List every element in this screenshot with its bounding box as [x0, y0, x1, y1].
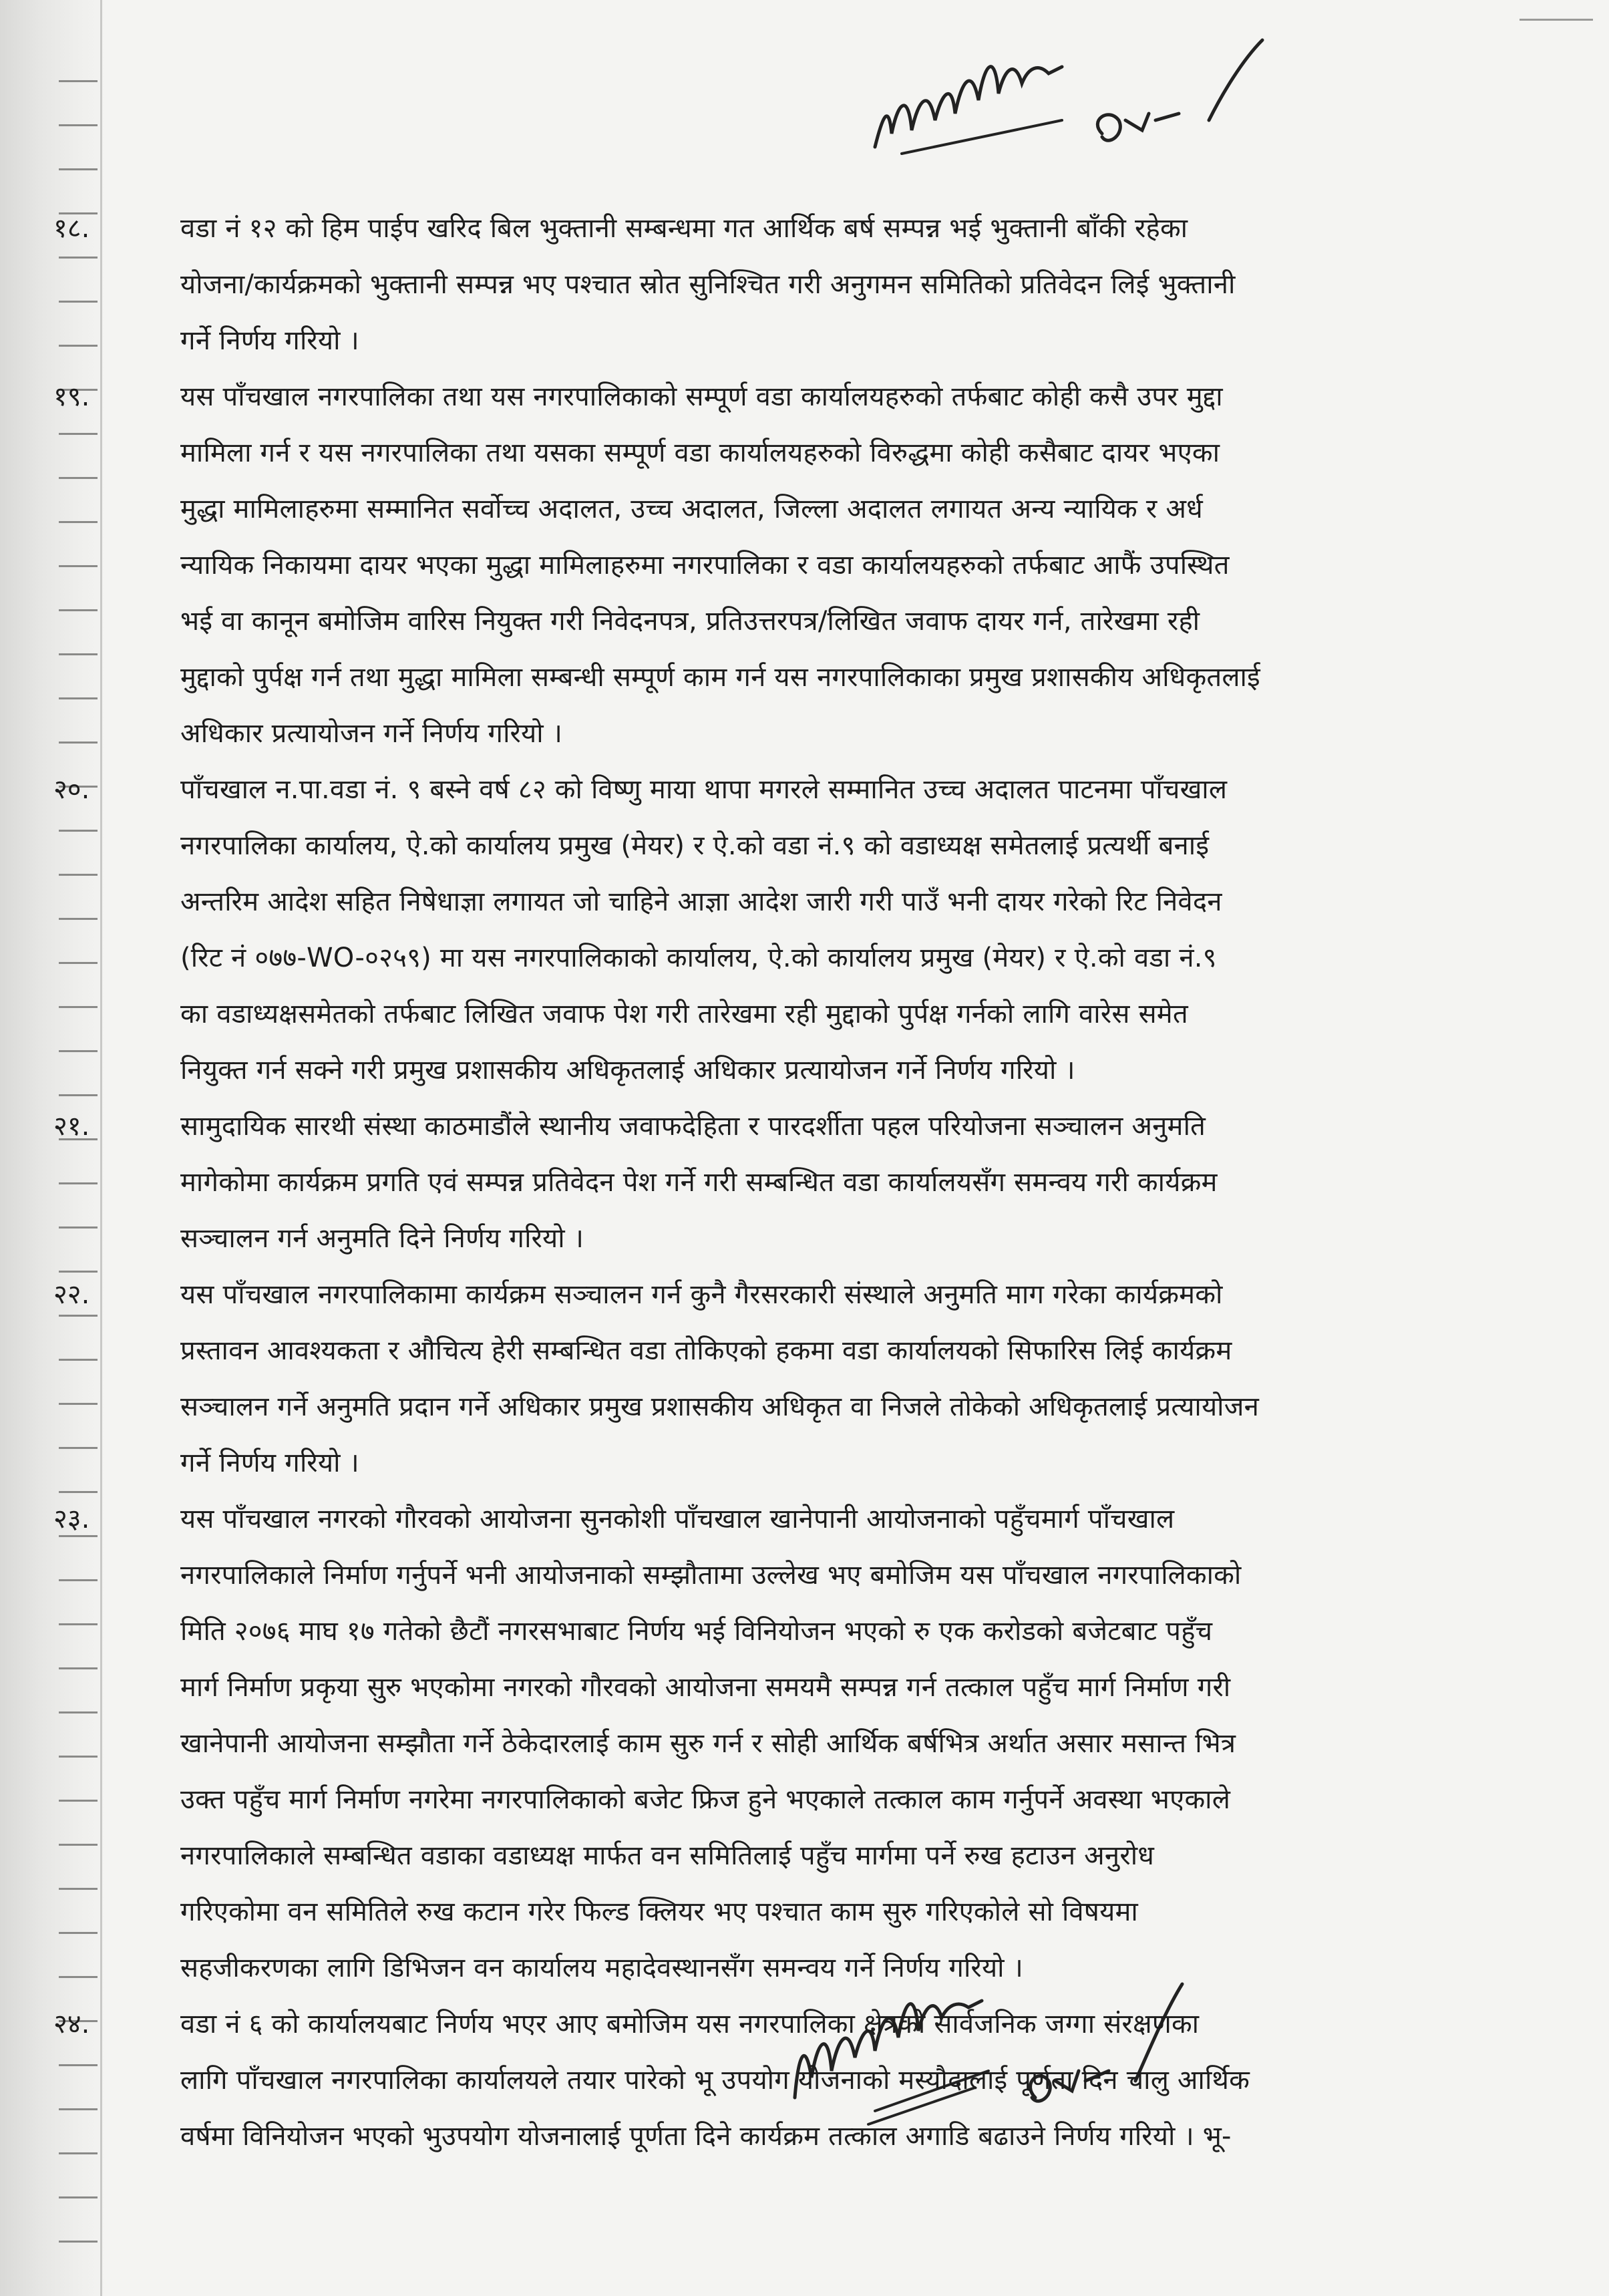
margin-tick — [59, 2196, 98, 2198]
decision-number: २०. — [53, 774, 90, 805]
decision-text-line: अधिकार प्रत्यायोजन गर्ने निर्णय गरियो । — [180, 718, 563, 749]
decision-text-line: गर्ने निर्णय गरियो । — [180, 1448, 359, 1478]
decision-text-line: का वडाध्यक्षसमेतको तर्फबाट लिखित जवाफ पेश गरी तारेखमा रही मुद्दाको पुर्पक्ष गर्नको लागि वारेस समेत — [180, 999, 1188, 1029]
decision-text-line: यस पाँचखाल नगरपालिका तथा यस नगरपालिकाको सम्पूर्ण वडा कार्यालयहरुको तर्फबाट कोही कसै उपर मुद्दा — [180, 381, 1223, 412]
decision-item — [53, 369, 1516, 762]
decision-text-line: योजना/कार्यक्रमको भुक्तानी सम्पन्न भए पश्चात स्रोत सुनिश्चित गरी अनुगमन समितिको प्रतिवेदन लिई भुक्तानी — [180, 269, 1236, 300]
decision-text-line: प्रस्तावन आवश्यकता र औचित्य हेरी सम्बन्धित वडा तोकिएको हकमा वडा कार्यालयको सिफारिस लिई कार्यक्रम — [180, 1335, 1232, 1366]
decision-text-line: मागेकोमा कार्यक्रम प्रगति एवं सम्पन्न प्रतिवेदन पेश गर्ने गरी सम्बन्धित वडा कार्यालयसँग समन्वय गरी कार्यक्रम — [180, 1167, 1218, 1198]
decision-text-line: उक्त पहुँच मार्ग निर्माण नगरेमा नगरपालिकाको बजेट फ्रिज हुने भएकाले तत्काल काम गर्नुपर्ने अवस्था भएकाले — [180, 1784, 1231, 1815]
decision-text-line: वडा नं १२ को हिम पाईप खरिद बिल भुक्तानी सम्बन्धमा गत आर्थिक बर्ष सम्पन्न भई भुक्तानी बाँकी रहेका — [180, 213, 1188, 244]
decision-text-line: वर्षमा विनियोजन भएको भुउपयोग योजनालाई पूर्णता दिने कार्यक्रम तत्काल अगाडि बढाउने निर्णय गरियो । भू- — [180, 2121, 1232, 2152]
decision-item — [53, 1098, 1516, 1267]
decision-number: २४. — [53, 2009, 90, 2039]
decision-text-line: सहजीकरणका लागि डिभिजन वन कार्यालय महादेवस्थानसँग समन्वय गर्ने निर्णय गरियो । — [180, 1953, 1023, 1983]
decision-item — [53, 1996, 1516, 2164]
signature-top — [862, 20, 1276, 180]
decision-text-line: भई वा कानून बमोजिम वारिस नियुक्त गरी निवेदनपत्र, प्रतिउत्तरपत्र/लिखित जवाफ दायर गर्न, तारेखमा रही — [180, 606, 1200, 637]
margin-tick — [59, 80, 98, 82]
decision-text-line: यस पाँचखाल नगरको गौरवको आयोजना सुनकोशी पाँचखाल खानेपानी आयोजनाको पहुँचमार्ग पाँचखाल — [180, 1504, 1175, 1534]
decision-text-line: यस पाँचखाल नगरपालिकामा कार्यक्रम सञ्चालन गर्न कुनै गैरसरकारी संस्थाले अनुमति माग गरेका कार्यक्रमको — [180, 1279, 1223, 1310]
decision-number: १८. — [53, 213, 90, 244]
decision-text-line: सञ्चालन गर्ने अनुमति प्रदान गर्ने अधिकार प्रमुख प्रशासकीय अधिकृत वा निजले तोकेको अधिकृतलाई प्रत्यायोजन — [180, 1391, 1260, 1422]
decision-text-line: मामिला गर्न र यस नगरपालिका तथा यसका सम्पूर्ण वडा कार्यालयहरुको विरुद्धमा कोही कसैबाट दायर भएका — [180, 438, 1220, 468]
decision-text-line: खानेपानी आयोजना सम्झौता गर्ने ठेकेदारलाई काम सुरु गर्न र सोही आर्थिक बर्षभित्र अर्थात असार मसान्त भित्र — [180, 1728, 1236, 1759]
decision-text-line: लागि पाँचखाल नगरपालिका कार्यालयले तयार पारेको भू उपयोग योजनाको मस्यौदालाई पूर्णता दिन चालु आर्थिक — [180, 2065, 1250, 2096]
decision-text-line: नगरपालिकाले निर्माण गर्नुपर्ने भनी आयोजनाको सम्झौतामा उल्लेख भए बमोजिम यस पाँचखाल नगरपालिकाको — [180, 1560, 1242, 1591]
decision-text-line: मिति २०७६ माघ १७ गतेको छैटौं नगरसभाबाट निर्णय भई विनियोजन भएको रु एक करोडको बजेटबाट पहुँच — [180, 1616, 1213, 1647]
margin-tick — [59, 2241, 98, 2243]
decision-text-line: नगरपालिकाले सम्बन्धित वडाका वडाध्यक्ष मार्फत वन समितिलाई पहुँच मार्गमा पर्ने रुख हटाउन अनुरोध — [180, 1840, 1155, 1871]
decision-text-line: (रिट नं ०७७-WO-०२५९) मा यस नगरपालिकाको कार्यालय, ऐ.को कार्यालय प्रमुख (मेयर) र ऐ.को वडा नं.९ — [180, 943, 1217, 973]
decision-text-line: गर्ने निर्णय गरियो । — [180, 325, 359, 356]
decision-text-line: नगरपालिका कार्यालय, ऐ.को कार्यालय प्रमुख (मेयर) र ऐ.को वडा नं.९ को वडाध्यक्ष समेतलाई प्रत्यर्थी बनाई — [180, 830, 1210, 861]
corner-mark — [1519, 19, 1593, 21]
decision-text-line: अन्तरिम आदेश सहित निषेधाज्ञा लगायत जो चाहिने आज्ञा आदेश जारी गरी पाउँ भनी दायर गरेको रिट निवेदन — [180, 886, 1222, 917]
decision-text-line: नियुक्त गर्न सक्ने गरी प्रमुख प्रशासकीय अधिकृतलाई अधिकार प्रत्यायोजन गर्ने निर्णय गरियो । — [180, 1055, 1075, 1086]
decision-text-line: न्यायिक निकायमा दायर भएका मुद्धा मामिलाहरुमा नगरपालिका र वडा कार्यालयहरुको तर्फबाट आफैं उपस्थित — [180, 550, 1230, 581]
decision-text-line: सञ्चालन गर्न अनुमति दिने निर्णय गरियो । — [180, 1223, 584, 1254]
decision-number: २२. — [53, 1279, 90, 1310]
decision-text-line: मुद्धा मामिलाहरुमा सम्मानित सर्वोच्च अदालत, उच्च अदालत, जिल्ला अदालत लगायत अन्य न्यायिक र अर्ध — [180, 494, 1203, 524]
decision-number: १९. — [53, 381, 90, 412]
decision-text-line: वडा नं ६ को कार्यालयबाट निर्णय भएर आए बमोजिम यस नगरपालिका क्षेत्रको सार्वजनिक जग्गा संरक्षणका — [180, 2009, 1200, 2039]
decision-item — [53, 1491, 1516, 1996]
decision-number: २३. — [53, 1504, 90, 1534]
decision-text-line: पाँचखाल न.पा.वडा नं. ९ बस्ने वर्ष ८२ को विष्णु माया थापा मगरले सम्मानित उच्च अदालत पाटनमा पाँचखाल — [180, 774, 1228, 805]
decision-text-line: मार्ग निर्माण प्रकृया सुरु भएकोमा नगरको गौरवको आयोजना समयमै सम्पन्न गर्न तत्काल पहुँच मार्ग निर्माण गरी — [180, 1672, 1231, 1703]
decision-number: २१. — [53, 1111, 90, 1142]
decision-item — [53, 762, 1516, 1098]
decision-text-line: मुद्दाको पुर्पक्ष गर्न तथा मुद्धा मामिला सम्बन्धी सम्पूर्ण काम गर्न यस नगरपालिकाका प्रमुख प्रशासकीय अधिकृतलाई — [180, 662, 1260, 693]
decision-item — [53, 200, 1516, 369]
decision-text-line: गरिएकोमा वन समितिले रुख कटान गरेर फिल्ड क्लियर भए पश्चात काम सुरु गरिएकोले सो विषयमा — [180, 1897, 1138, 1927]
margin-tick — [59, 168, 98, 170]
decision-list — [53, 200, 1516, 2164]
decision-item — [53, 1267, 1516, 1491]
decision-text-line: सामुदायिक सारथी संस्था काठमाडौंले स्थानीय जवाफदेहिता र पारदर्शीता पहल परियोजना सञ्चालन अनुमति — [180, 1111, 1206, 1142]
margin-tick — [59, 124, 98, 126]
